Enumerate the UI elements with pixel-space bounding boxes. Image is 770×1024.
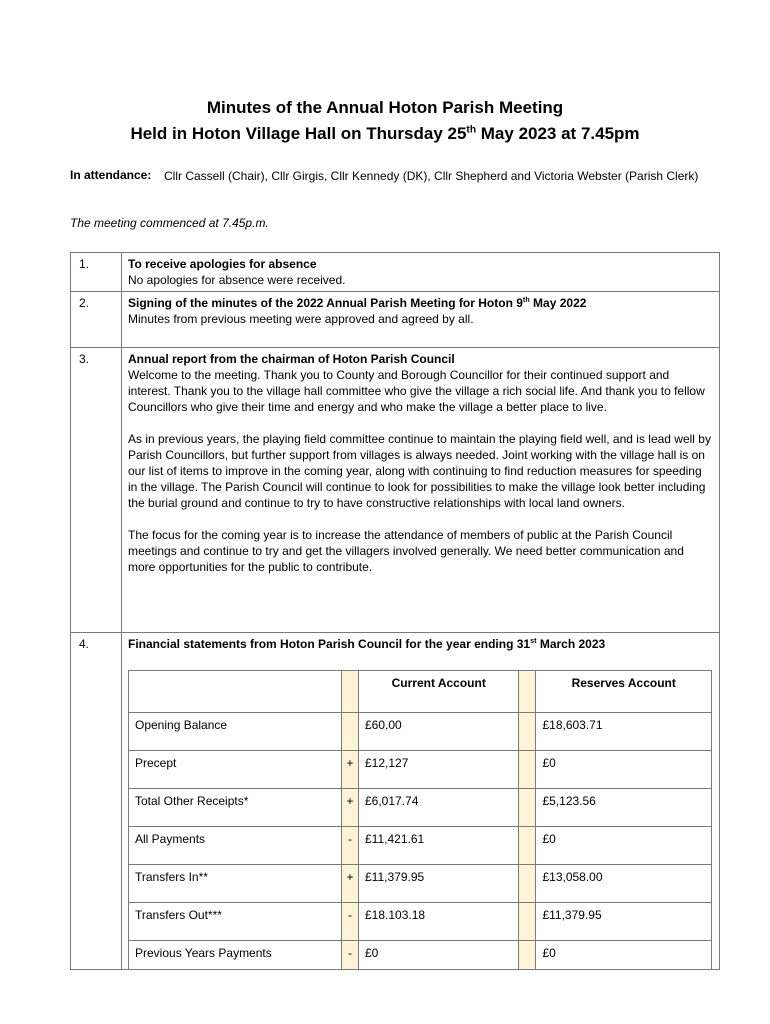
row-label: Transfers In** (129, 865, 342, 903)
item-number: 1. (71, 253, 122, 292)
reserves-sign-cell (519, 751, 536, 789)
header-blank-cell (129, 671, 342, 713)
row-sign: + (342, 865, 359, 903)
attendance-list: Cllr Cassell (Chair), Cllr Girgis, Cllr Kennedy (DK), Cllr Shepherd and Victoria Webster (Parish Clerk) (164, 169, 699, 183)
row-sign: - (342, 827, 359, 865)
meeting-commenced-note: The meeting commenced at 7.45p.m. (70, 216, 269, 230)
current-account-value: £12,127 (359, 751, 519, 789)
reserves-account-value: £0 (536, 751, 712, 789)
reserves-sign-cell (519, 865, 536, 903)
subtitle-text: Held in Hoton Village Hall on Thursday 25 (130, 124, 467, 143)
item-heading-superscript: st (530, 636, 537, 645)
agenda-item (71, 253, 720, 292)
item-paragraph: Welcome to the meeting. Thank you to County and Borough Councillor for their continued support and interest. Thank you to the village hall committee who give the village a rich social life. And thank you to fellow Councillors who give their time and energy and who make the village a better place to live. (128, 368, 705, 414)
item-heading-superscript: th (522, 295, 530, 304)
item-body: Minutes from previous meeting were approved and agreed by all. (128, 312, 474, 326)
reserves-account-value: £5,123.56 (536, 789, 712, 827)
item-body: No apologies for absence were received. (128, 273, 346, 287)
item-heading: Annual report from the chairman of Hoton Parish Council (128, 352, 455, 366)
row-label: Precept (129, 751, 342, 789)
item-number: 2. (71, 292, 122, 348)
item-heading-text-end: March 2023 (536, 637, 606, 651)
item-content (122, 253, 720, 292)
subtitle-superscript: th (466, 124, 477, 136)
current-account-value: £18.103.18 (359, 903, 519, 941)
financial-statement-table (128, 670, 712, 969)
financial-row (129, 903, 712, 941)
item-heading-text: Financial statements from Hoton Parish Council for the year ending 31 (128, 637, 531, 651)
row-sign: + (342, 789, 359, 827)
item-paragraph: The focus for the coming year is to increase the attendance of members of public at the Parish Council meetings and continue to try and get the villagers involved generally. We need better communication and more opportunities for the public to contribute. (128, 528, 684, 574)
reserves-account-value: £11,379.95 (536, 903, 712, 941)
reserves-account-value: £0 (536, 827, 712, 865)
row-sign: - (342, 941, 359, 970)
agenda-item (71, 633, 720, 970)
financial-row (129, 941, 712, 970)
item-heading (128, 636, 713, 652)
sign-column-header (342, 671, 359, 713)
current-account-value: £11,379.95 (359, 865, 519, 903)
subtitle-text-end: May 2023 at 7.45pm (476, 124, 640, 143)
agenda-table (70, 252, 720, 970)
reserves-sign-cell (519, 941, 536, 970)
item-content (122, 633, 720, 970)
financial-row (129, 713, 712, 751)
financial-row (129, 789, 712, 827)
attendance-label: In attendance: (70, 168, 152, 182)
row-sign: + (342, 751, 359, 789)
item-heading (128, 295, 713, 311)
document-subtitle (0, 124, 770, 144)
document-title: Minutes of the Annual Hoton Parish Meeting (206, 98, 564, 117)
financial-row (129, 827, 712, 865)
row-sign (342, 713, 359, 751)
item-number: 3. (71, 348, 122, 633)
agenda-item (71, 348, 720, 633)
row-label: Previous Years Payments (129, 941, 342, 970)
row-label: All Payments (129, 827, 342, 865)
row-label: Opening Balance (129, 713, 342, 751)
reserves-account-header: Reserves Account (536, 671, 712, 713)
reserves-sign-cell (519, 789, 536, 827)
row-label: Transfers Out*** (129, 903, 342, 941)
item-content (122, 348, 720, 633)
item-heading: To receive apologies for absence (128, 257, 317, 271)
reserves-account-value: £18,603.71 (536, 713, 712, 751)
item-heading-text: Signing of the minutes of the 2022 Annual Parish Meeting for Hoton 9 (128, 296, 523, 310)
current-account-value: £11,421.61 (359, 827, 519, 865)
item-paragraph: As in previous years, the playing field committee continue to maintain the playing field well, and is lead well by Parish Councillors, but further support from villages is always needed. Joint working with the village hall is on our list of items to improve in the coming year, along with continuing to find reduction measures for speeding in the village. The Parish Council will continue to look for possibilities to make the village look better including the burial ground and continue to try to have constructive relationships with local land owners. (128, 432, 711, 510)
financial-row (129, 865, 712, 903)
current-account-value: £0 (359, 941, 519, 970)
reserves-sign-cell (519, 827, 536, 865)
item-heading-text-end: May 2022 (529, 296, 587, 310)
agenda-item (71, 292, 720, 348)
reserves-account-value: £13,058.00 (536, 865, 712, 903)
current-account-value: £60.00 (359, 713, 519, 751)
row-label: Total Other Receipts* (129, 789, 342, 827)
financial-row (129, 751, 712, 789)
reserves-account-value: £0 (536, 941, 712, 970)
sign-column-header (519, 671, 536, 713)
reserves-sign-cell (519, 713, 536, 751)
current-account-value: £6,017.74 (359, 789, 519, 827)
current-account-header: Current Account (359, 671, 519, 713)
item-number: 4. (71, 633, 122, 970)
row-sign: - (342, 903, 359, 941)
financial-header-row (129, 671, 712, 713)
reserves-sign-cell (519, 903, 536, 941)
item-content (122, 292, 720, 348)
